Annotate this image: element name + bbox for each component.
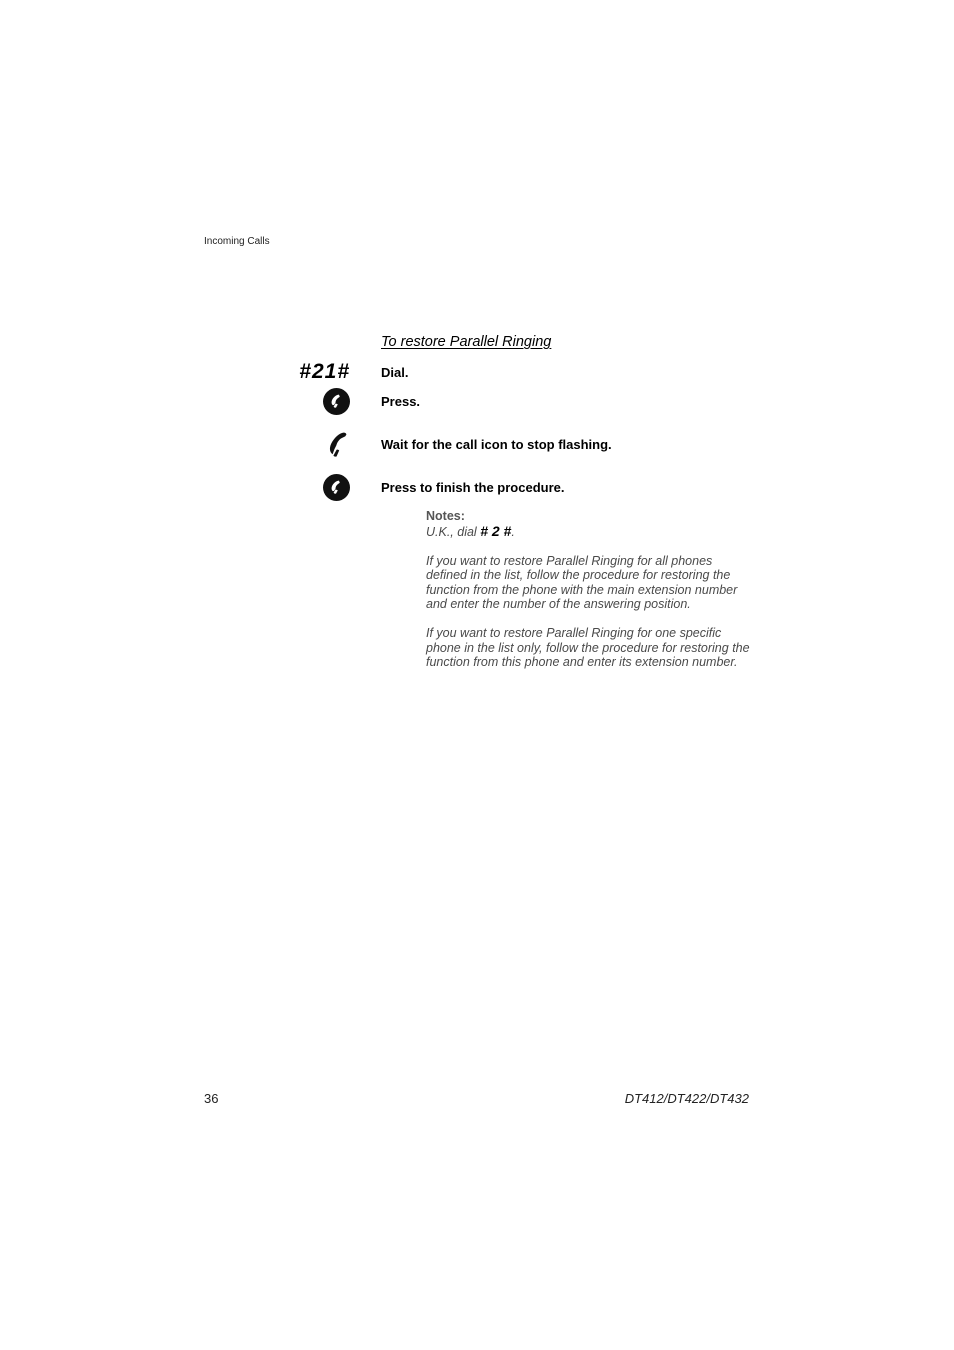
step-text: Dial. (381, 365, 409, 380)
notes-uk-prefix: U.K., dial (426, 524, 477, 539)
notes-uk-code: # 2 # (480, 522, 512, 539)
procedure-title: To restore Parallel Ringing (381, 334, 552, 350)
notes-uk (426, 524, 756, 540)
dial-code: #21# (299, 359, 350, 383)
handset-button-icon (323, 474, 350, 501)
step-text: Press to finish the procedure. (381, 480, 565, 495)
handset-icon (324, 430, 350, 458)
notes-paragraph: If you want to restore Parallel Ringing for one specific phone in the list only, follow the procedure for restoring the function from this phone and enter its extension number. (426, 626, 750, 669)
step-text: Wait for the call icon to stop flashing. (381, 437, 612, 452)
section-header: Incoming Calls (204, 236, 270, 247)
handset-button-icon (323, 388, 350, 415)
model-name: DT412/DT422/DT432 (624, 1091, 749, 1106)
notes-paragraph: If you want to restore Parallel Ringing for all phones defined in the list, follow the procedure for restoring the function from the phone with the main extension number and enter the number of the answering position. (426, 553, 738, 611)
notes-heading: Notes: (426, 509, 465, 523)
step-text: Press. (381, 394, 421, 409)
page-number: 36 (204, 1091, 219, 1106)
notes-uk-suffix: . (511, 524, 515, 539)
notes-block (426, 509, 756, 670)
